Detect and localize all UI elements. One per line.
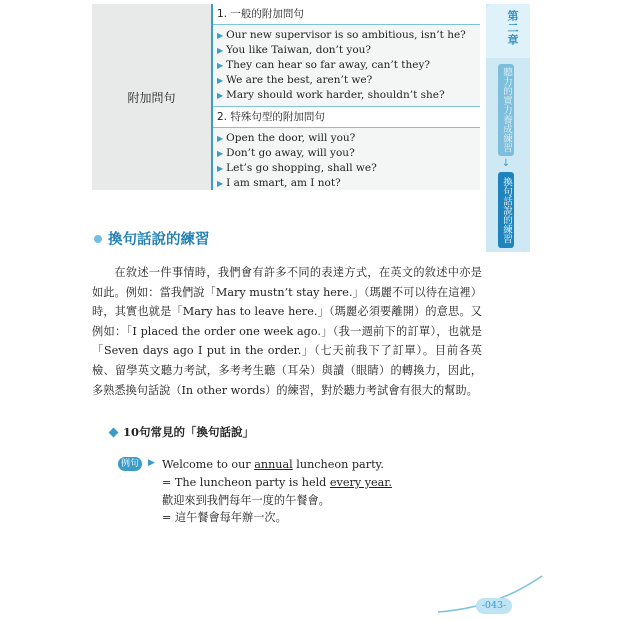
list-item: ▶ Don’t go away, will you? (217, 147, 355, 159)
list-item: ▶ We are the best, aren’t we? (217, 74, 373, 86)
tab-section-a: 聽力的實力養成練習 (498, 64, 514, 156)
example-line-4: = 這午餐會每年辦一次。 (162, 511, 287, 525)
triangle-bullet-icon: ▶ (217, 76, 224, 85)
circle-bullet-icon (94, 235, 102, 243)
triangle-bullet-icon: ▶ (217, 149, 224, 158)
triangle-bullet-icon: ▶ (217, 91, 224, 100)
section1-list (213, 25, 480, 106)
arrow-down-icon: ↓ (501, 158, 511, 169)
body-paragraph: 在敘述一件事情時，我們會有許多不同的表達方式，在英文的敘述中亦是如此。例如：當我們說「Mary mustn’t stay here.」（瑪麗不可以待在這裡）時，其實也就是「Mary has to leave here.」（瑪麗必須要離開）的意思。又例如：「I placed the order one week ago.」（我一週前下的訂單），也就是「Seven days ago I put in the order.」（七天前我下了訂單）。目前各英檢、留學英文聽力考試，多考考生聽（耳朵）與讀（眼睛）的轉換力，因此，多熟悉換句話說（In other words）的練習，對於聽力考試會有很大的幫助。 (92, 266, 482, 397)
list-item: ▶ They can hear so far away, can’t they? (217, 59, 431, 71)
triangle-bullet-icon: ▶ (217, 61, 224, 70)
triangle-bullet-icon: ▶ (217, 179, 224, 188)
list-item: ▶ I am smart, am I not? (217, 177, 341, 189)
section-title: 換句話說的練習 (94, 228, 210, 249)
triangle-bullet-icon: ▶ (148, 458, 155, 468)
list-item: ▶ Mary should work harder, shouldn’t she? (217, 89, 445, 101)
example-line-1: Welcome to our annual luncheon party. (162, 458, 384, 471)
triangle-bullet-icon: ▶ (217, 31, 224, 40)
tab-section-b: 換句話說的練習 (498, 172, 514, 248)
list-item: ▶ You like Taiwan, don’t you? (217, 44, 372, 56)
chapter-label: 第二章 (506, 10, 519, 46)
section2-heading: 2. 特殊句型的附加問句 (213, 106, 480, 128)
table-content (213, 4, 480, 190)
example-badge: 例句 (118, 457, 142, 471)
list-item: ▶ Let’s go shopping, shall we? (217, 162, 377, 174)
triangle-bullet-icon: ▶ (217, 46, 224, 55)
example-sentences (162, 456, 392, 527)
page-number: -043- (476, 598, 512, 614)
section1-heading: 1. 一般的附加問句 (213, 4, 480, 25)
list-item: ▶ Our new supervisor is so ambitious, isn’t he? (217, 29, 466, 41)
example-line-3: 歡迎來到我們每年一度的午餐會。 (162, 493, 330, 507)
tag-question-table (92, 4, 480, 190)
diamond-bullet-icon (109, 427, 119, 437)
triangle-bullet-icon: ▶ (217, 134, 224, 143)
triangle-bullet-icon: ▶ (217, 164, 224, 173)
list-item: ▶ Open the door, will you? (217, 132, 356, 144)
section2-list (213, 128, 480, 194)
table-row-label: 附加問句 (92, 4, 211, 190)
subheading: 10句常見的「換句話說」 (110, 424, 254, 440)
example-line-2: = The luncheon party is held every year. (162, 475, 392, 489)
